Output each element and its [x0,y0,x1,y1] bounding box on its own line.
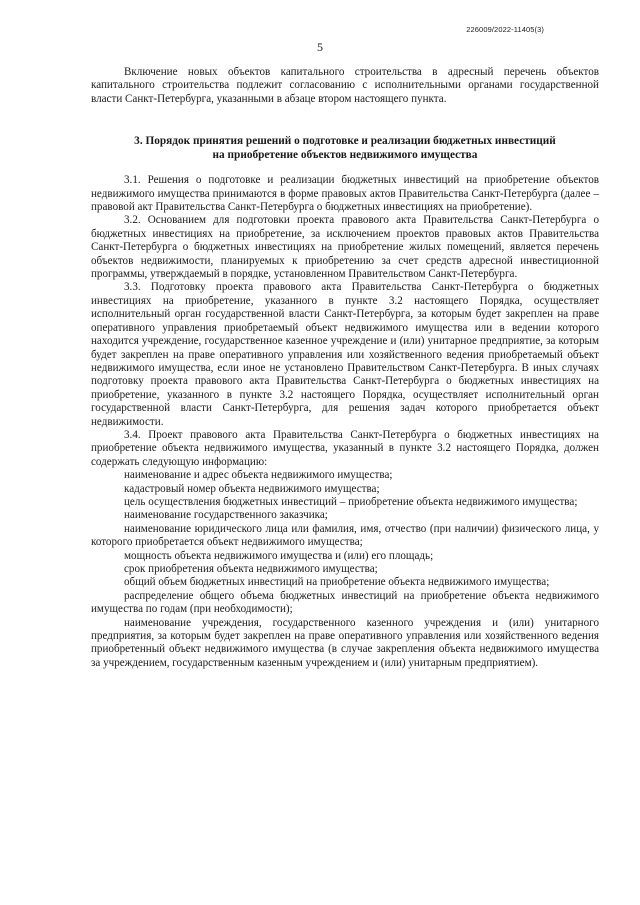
paragraph-3-1: 3.1. Решения о подготовке и реализации бюджетных инвестиций на приобретение объектов недвижимого имущества принимаются в форме правовых актов Правительства Санкт-Петербурга (далее – правовой акт Правительства Санкт-Петербурга о бюджетных инвестициях на приобретение). [91,174,599,214]
section-heading [91,134,599,162]
list-item: наименование учреждения, государственного казенного учреждения и (или) унитарного предприятия, за которым будет закреплен на праве оперативного управления или хозяйственного ведения приобретенный объект недвижимого имущества (в случае закрепления объекта недвижимого имущества за учреждением, государственным казенным учреждением и (или) унитарным предприятием). [91,616,599,669]
list-item: распределение общего объема бюджетных инвестиций на приобретение объекта недвижимого имущества по годам (при необходимости); [91,589,599,616]
section-heading-line-1: 3. Порядок принятия решений о подготовке и реализации бюджетных инвестиций [134,135,556,148]
paragraph-3-2: 3.2. Основанием для подготовки проекта правового акта Правительства Санкт-Петербурга о бюджетных инвестициях на приобретение, за исключением проектов правовых актов Правительства Санкт-Петербурга о бюджетных инвестициях на приобретение жилых помещений, является перечень объектов недвижимости, планируемых к приобретению за счет средств адресной инвестиционной программы, утверждаемый в порядке, установленном Правительством Санкт-Петербурга. [91,214,599,281]
list-item: наименование и адрес объекта недвижимого имущества; [124,469,393,482]
list-item: общий объем бюджетных инвестиций на приобретение объекта недвижимого имущества; [124,576,550,589]
list-item: наименование государственного заказчика; [124,509,328,522]
list-item: срок приобретения объекта недвижимого имущества; [124,563,378,575]
intro-paragraph: Включение новых объектов капитального строительства в адресный перечень объектов капитального строительства подлежит согласованию с исполнительными органами государственной власти Санкт-Петербурга, указанными в абзаце втором настоящего пункта. [91,66,599,105]
paragraph-3-3: 3.3. Подготовку проекта правового акта Правительства Санкт-Петербурга о бюджетных инвестициях на приобретение, указанного в пункте 3.2 настоящего Порядка, осуществляет исполнительный орган государственной власти Санкт-Петербурга, за которым будет закреплен на праве оперативного управления приобретаемый объект недвижимого имущества или в ведении которого находится учреждение, государственное казенное учреждение и (или) унитарное предприятие, за которым будет закреплен на праве оперативного управления или хозяйственного ведения приобретаемый объект недвижимого имущества, если иное не установлено Правительством Санкт-Петербурга. В иных случаях подготовку проекта правового акта Правительства Санкт-Петербурга о бюджетных инвестициях на приобретение, указанного в пункте 3.2 настоящего Порядка, осуществляет исполнительный орган государственной власти Санкт-Петербурга, для решения задач которого приобретается объект недвижимости. [91,281,599,428]
document-registration-number: 226009/2022-11405(3) [466,25,544,34]
paragraph-3-4: 3.4. Проект правового акта Правительства Санкт-Петербурга о бюджетных инвестициях на приобретение объекта недвижимого имущества, указанный в пункте 3.2 настоящего Порядка, должен содержать следующую информацию: [91,428,599,468]
list-item: наименование юридического лица или фамилия, имя, отчество (при наличии) физического лица, у которого приобретается объект недвижимого имущества; [91,522,599,549]
page-number: 5 [317,40,323,54]
document-body [91,66,599,670]
list-item: цель осуществления бюджетных инвестиций – приобретение объекта недвижимого имущества; [124,495,578,508]
section-heading-line-2: на приобретение объектов недвижимого имущества [212,149,478,162]
list-item: кадастровый номер объекта недвижимого имущества; [124,482,380,495]
list-item: мощность объекта недвижимого имущества и (или) его площадь; [124,549,434,562]
